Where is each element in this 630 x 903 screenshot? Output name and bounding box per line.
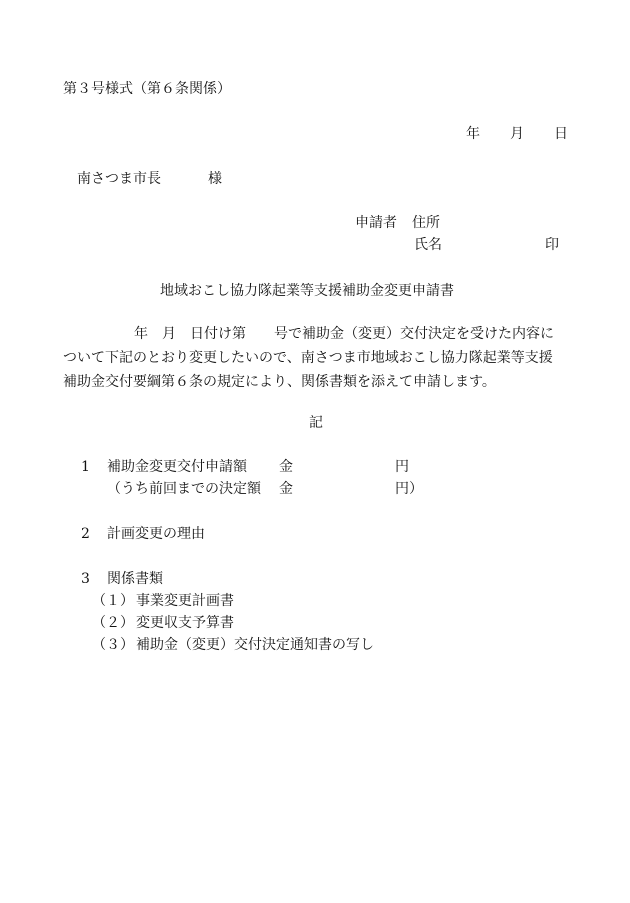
item2-label: 計画変更の理由 xyxy=(107,526,205,542)
form-label: 第３号様式（第６条関係） xyxy=(63,81,231,97)
document-title: 地域おこし協力隊起業等支援補助金変更申請書 xyxy=(160,283,454,299)
body-line-3: 補助金交付要綱第６条の規定により、関係書類を添えて申請します。 xyxy=(63,374,496,390)
item1-sub-currency: 金 xyxy=(279,481,293,497)
doc-3-label: 補助金（変更）交付決定通知書の写し xyxy=(136,637,374,653)
item1-currency: 金 xyxy=(279,459,293,475)
date-day: 日 xyxy=(554,126,568,142)
body-paragraph xyxy=(63,322,583,394)
item1-sub-unit: 円） xyxy=(395,481,423,497)
applicant-name-label: 氏名 xyxy=(414,237,442,253)
doc-3-number: （３） xyxy=(92,637,134,653)
item1-unit: 円 xyxy=(395,459,409,475)
body-line-1: 年 月 日付け第 号で補助金（変更）交付決定を受けた内容に xyxy=(134,326,554,342)
doc-2-label: 変更収支予算書 xyxy=(136,615,234,631)
item1-sub-label: （うち前回までの決定額 xyxy=(107,481,261,497)
applicant-address-label: 住所 xyxy=(412,215,440,231)
date-year: 年 xyxy=(466,126,480,142)
item3-number: 3 xyxy=(81,571,90,587)
doc-2-number: （２） xyxy=(92,615,134,631)
doc-1-number: （１） xyxy=(92,593,134,609)
doc-1-label: 事業変更計画書 xyxy=(136,593,234,609)
item1-number: 1 xyxy=(81,459,90,475)
ki-heading: 記 xyxy=(309,415,323,431)
item2-number: 2 xyxy=(81,526,90,542)
body-line-2: ついて下記のとおり変更したいので、南さつま市地域おこし協力隊起業等支援 xyxy=(63,350,553,366)
addressee-honorific: 様 xyxy=(208,171,222,187)
applicant-seal: 印 xyxy=(545,237,559,253)
date-month: 月 xyxy=(510,126,524,142)
item1-label: 補助金変更交付申請額 xyxy=(107,459,247,475)
item3-label: 関係書類 xyxy=(107,571,163,587)
applicant-role: 申請者 xyxy=(355,215,397,231)
addressee-name: 南さつま市長 xyxy=(77,171,161,187)
